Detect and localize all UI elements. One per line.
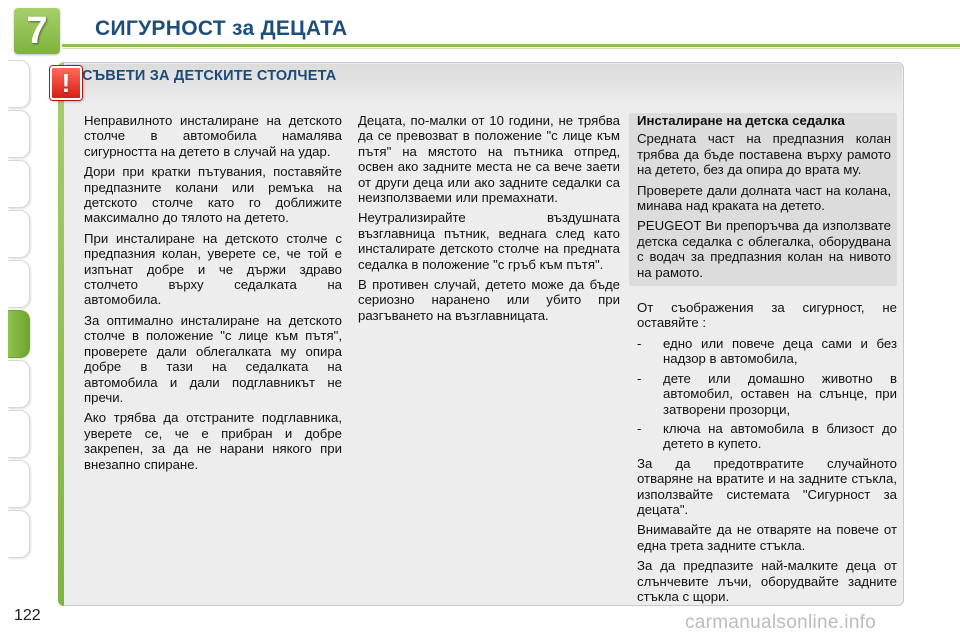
paragraph: Внимавайте да не отваряте на повече от една трета задните стъкла. <box>637 522 897 553</box>
text-column-2 <box>358 113 620 328</box>
paragraph: PEUGEOT Ви препоръчва да използвате детска седалка с облегалка, оборудвана с водач за предпазния колан на нивото на рамото. <box>637 218 891 280</box>
list-dash: - <box>637 335 642 351</box>
paragraph: За да предпазите най-малките деца от слънчевите лъчи, оборудвайте задните стъкла с щори. <box>637 558 897 604</box>
chapter-tab <box>14 8 60 54</box>
side-tab[interactable] <box>8 260 30 308</box>
paragraph: Средната част на предпазния колан трябва да бъде поставена върху рамото на детето, без да опира до врата му. <box>637 131 891 178</box>
side-tab[interactable] <box>8 360 30 408</box>
list-item-text: ключа на автомобила в близост до детето в купето. <box>663 420 897 452</box>
paragraph: За оптимално инсталиране на детското столче в положение "с лице към пътя", проверете дали облегалката му опира добре в тази на седалката на автомобила и дали подглавникът не пречи. <box>84 312 342 405</box>
side-tab-active[interactable] <box>8 310 30 358</box>
list-item-text: дете или домашно животно в автомобил, оставен на слънце, при затворени прозорци, <box>663 370 897 417</box>
list-item-text: едно или повече деца сами и без надзор в автомобила, <box>663 335 897 367</box>
chapter-number: 7 <box>26 10 48 52</box>
paragraph: Ако трябва да отстраните подглавника, уверете се, че е прибран и добре закрепен, за да не нарани някого при внезапно спиране. <box>84 410 342 472</box>
list-item <box>637 421 897 452</box>
warning-glyph: ! <box>61 68 71 98</box>
header-divider <box>62 44 960 47</box>
side-tab[interactable] <box>8 460 30 508</box>
page-number: 122 <box>14 607 41 624</box>
side-tab[interactable] <box>8 410 30 458</box>
safety-intro: От съображения за сигурност, не оставяйте : <box>637 300 897 331</box>
header-divider-light <box>62 48 960 49</box>
text-column-1 <box>84 113 342 477</box>
section-title: СЪВЕТИ ЗА ДЕТСКИТЕ СТОЛЧЕТА <box>82 68 337 84</box>
page-title: СИГУРНОСТ за ДЕЦАТА <box>95 17 348 40</box>
list-dash: - <box>637 370 642 386</box>
warning-exclamation-icon <box>50 66 82 100</box>
side-tab[interactable] <box>8 110 30 158</box>
paragraph: Дори при кратки пътувания, поставяйте предпазните колани или ремъка на детското столче като го доближите максимално до тялото на детето. <box>84 164 342 226</box>
list-item <box>637 336 897 367</box>
side-tab[interactable] <box>8 510 30 558</box>
booster-title: Инсталиране на детска седалка <box>637 113 845 128</box>
text-column-3 <box>637 113 897 609</box>
watermark: carmanualsonline.info <box>685 612 877 633</box>
list-item <box>637 371 897 417</box>
paragraph: Децата, по-малки от 10 години, не трябва да се превозват в положение "с лице към пътя" на мястото на пътника отпред, освен ако задните места не са вече заети от други деца или ако задните седалки са неизползваеми или премахнати. <box>358 113 620 206</box>
paragraph: Неправилното инсталиране на детското столче в автомобила намалява сигурността на детето в случай на удар. <box>84 113 342 159</box>
chapter-side-tabs <box>0 60 34 580</box>
paragraph: Проверете дали долната част на колана, минава над краката на детето. <box>637 182 891 214</box>
booster-seat-box <box>629 113 897 286</box>
side-tab[interactable] <box>8 210 30 258</box>
side-tab[interactable] <box>8 160 30 208</box>
paragraph: За да предотвратите случайното отваряне на вратите и на задните стъкла, използвайте системата "Сигурност за децата". <box>637 455 897 517</box>
list-dash: - <box>637 420 642 436</box>
paragraph: При инсталиране на детското столче с предпазния колан, уверете се, че той е изпънат добре и че държи здраво столчето върху седалката на автомобила. <box>84 230 342 308</box>
paragraph: В противен случай, детето може да бъде сериозно наранено или убито при разгъването на възглавницата. <box>358 277 620 323</box>
side-tab[interactable] <box>8 60 30 108</box>
paragraph: Неутрализирайте въздушната възглавница пътник, веднага след като инсталирате детското столче на предната седалка в положение "с гръб към пътя". <box>358 210 620 272</box>
page-header <box>0 0 960 58</box>
panel-accent-bar <box>58 62 64 606</box>
